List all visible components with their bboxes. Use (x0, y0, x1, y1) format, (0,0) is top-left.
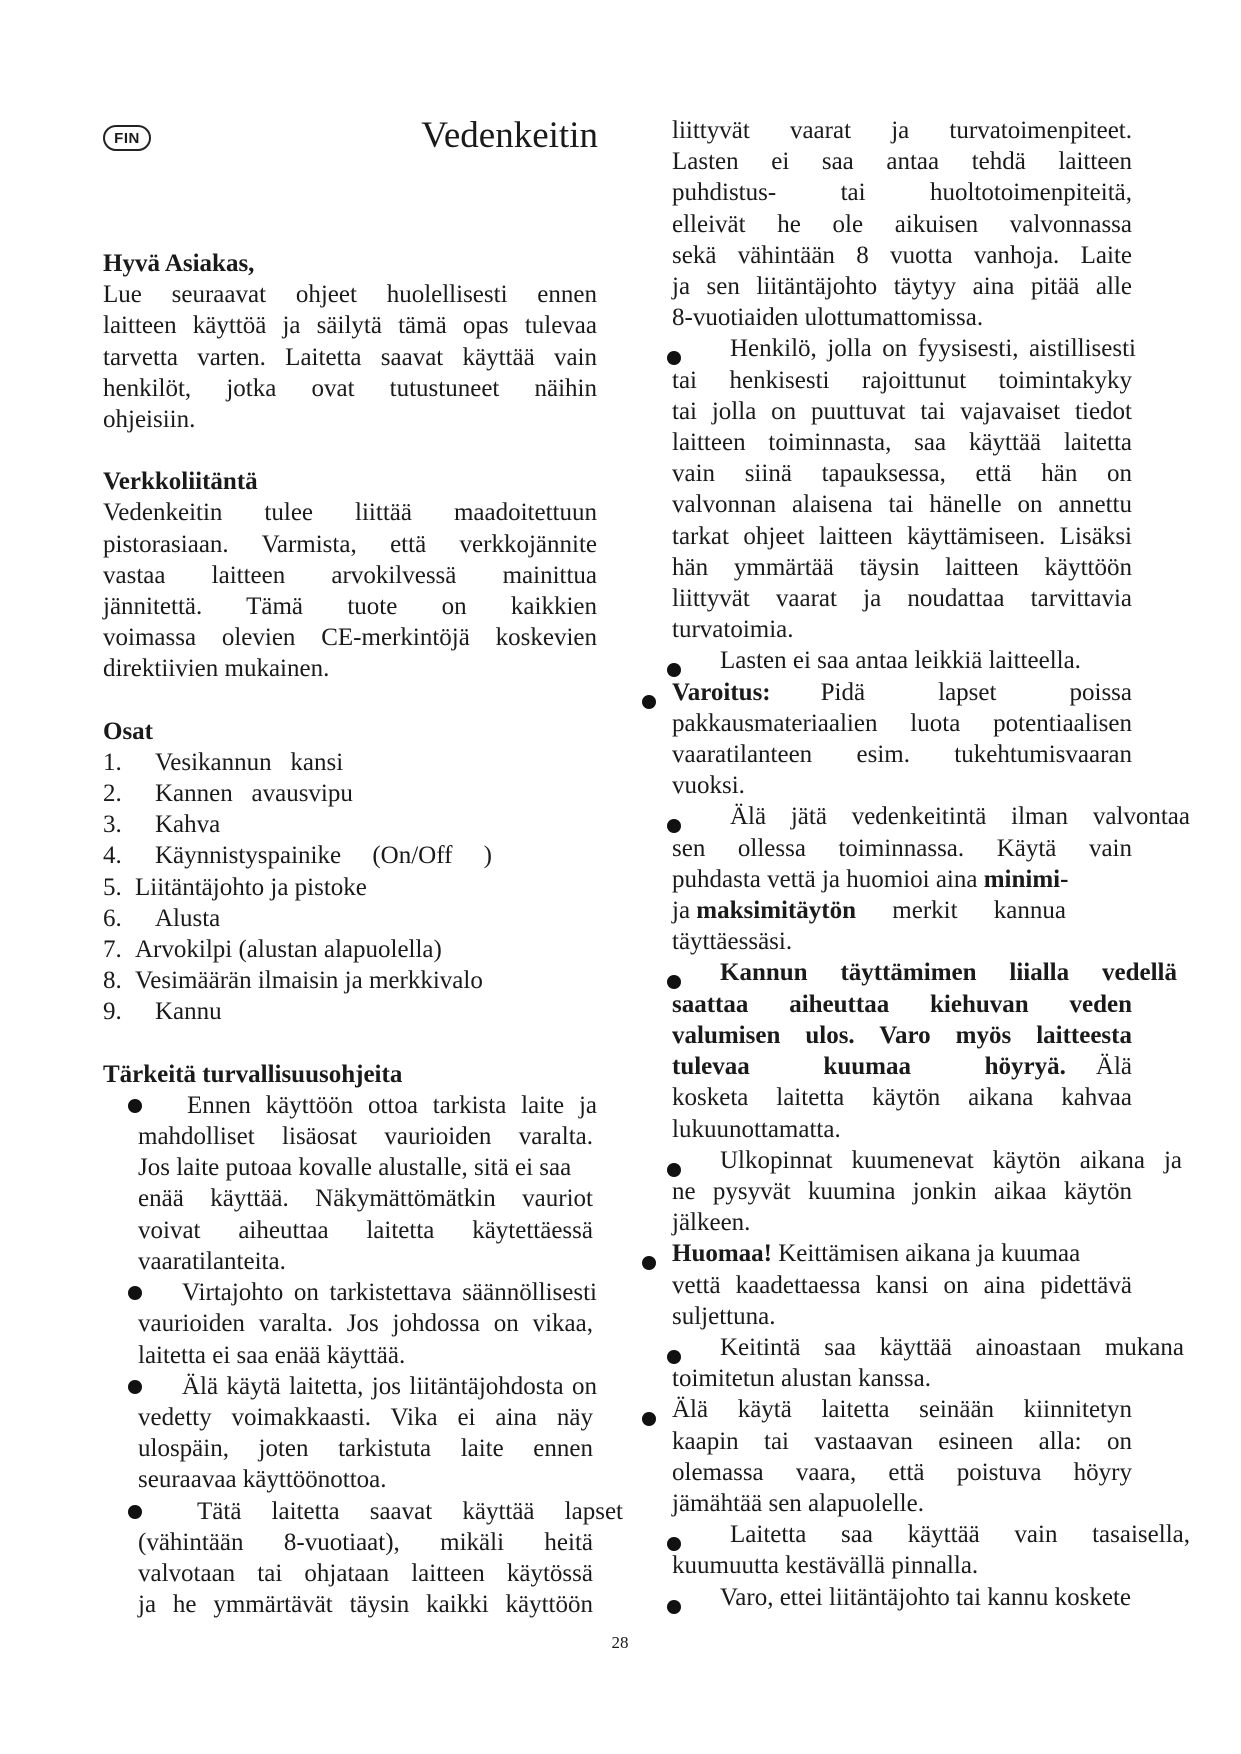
safety-line (672, 1238, 1194, 1269)
page-title: Vedenkeitin (421, 115, 598, 156)
power-line: direktiivien mukainen. (103, 655, 330, 683)
power-heading: Verkkoliitäntä (103, 468, 258, 496)
safety-line: tai jolla on puuttuvat tai vajavaiset tiedot (672, 397, 1132, 425)
parts-label: Kannen avausvipu (155, 780, 353, 808)
parts-label: Käynnistyspainike (On/Off ) (155, 842, 492, 870)
safety-text: Älä (1095, 1053, 1132, 1081)
safety-line: Jos laite putoaa kovalle alustalle, sitä ei saa (138, 1154, 572, 1182)
safety-line: vettä kaadettaessa kansi on aina pidettävä (672, 1271, 1132, 1299)
safety-item (672, 1394, 1194, 1519)
safety-item (672, 1145, 1194, 1239)
parts-num: 8. (103, 967, 122, 995)
language-badge: FIN (103, 125, 151, 151)
parts-label: Liitäntäjohto ja pistoke (135, 873, 367, 901)
parts-num: 4. (103, 842, 122, 870)
safety-line: olemassa vaara, että poistuva höyry (672, 1458, 1132, 1486)
safety-line: Laitetta saa käyttää vain tasaisella, (730, 1521, 1190, 1549)
safety-item (103, 1496, 623, 1621)
safety-line: vaaratilanteen esim. tukehtumisvaaran (672, 741, 1132, 769)
safety-item (672, 1519, 1194, 1581)
safety-line: valumisen ulos. Varo myös laitteesta (672, 1021, 1132, 1049)
safety-line: suljettuna. (672, 1302, 776, 1330)
safety-line: voivat aiheuttaa laitetta käytettäessä (138, 1216, 593, 1244)
parts-num: 7. (103, 936, 122, 964)
safety-heading: Tärkeitä turvallisuusohjeita (103, 1060, 403, 1088)
safety-line: vuoksi. (672, 772, 745, 800)
safety-line: täyttäessäsi. (672, 928, 793, 956)
safety-line: jälkeen. (672, 1209, 751, 1237)
parts-num: 3. (103, 811, 122, 839)
safety-item (672, 645, 1194, 676)
safety-line: Henkilö, jolla on fyysisesti, aistillisesti (730, 335, 1136, 363)
safety-line: Ulkopinnat kuumenevat käytön aikana ja (720, 1146, 1182, 1174)
parts-num: 5. (103, 873, 122, 901)
safety-line: kaapin tai vastaavan esineen alla: on (672, 1427, 1132, 1455)
intro-line: laitteen käyttöä ja säilytä tämä opas tulevaa (103, 312, 597, 340)
safety-line: ulospäin, joten tarkistuta laite ennen (138, 1435, 593, 1463)
safety-line: Virtajohto on tarkistettava säännöllisesti (182, 1279, 597, 1307)
safety-line: mahdolliset lisäosat vaurioiden varalta. (138, 1123, 593, 1151)
safety-line (672, 864, 1194, 895)
safety-line: Kannun täyttämimen liialla vedellä (720, 959, 1177, 987)
safety-line: tai henkisesti rajoittunut toimintakyky (672, 366, 1132, 394)
intro-line: tarvetta varten. Laitetta saavat käyttää vain (103, 343, 597, 371)
bullet-icon (642, 1256, 656, 1270)
left-column (103, 248, 623, 1620)
safety-line: ja he ymmärtävät täysin kaikki käyttöön (138, 1591, 593, 1619)
safety-item (672, 957, 1194, 1144)
parts-num: 1. (103, 748, 122, 776)
safety-item (103, 1277, 597, 1371)
bullet-icon (128, 1380, 142, 1394)
safety-line: Varo, ettei liitäntäjohto tai kannu koskete (720, 1583, 1131, 1611)
page-number: 28 (611, 1633, 629, 1652)
bullet-icon (667, 1350, 681, 1364)
warning-label: Varoitus: (672, 678, 771, 706)
safety-line (672, 895, 1194, 926)
safety-line: Ennen käyttöön ottoa tarkista laite ja (187, 1091, 597, 1119)
safety-line: vedetty voimakkaasti. Vika ei aina näy (138, 1403, 593, 1431)
safety-line (672, 1051, 1132, 1082)
safety-line: Keitintä saa käyttää ainoastaan mukana (720, 1333, 1184, 1361)
bold-text: minimi- (983, 865, 1069, 893)
safety-line: (vähintään 8-vuotiaat), mikäli heitä (138, 1528, 593, 1556)
safety-line: laitetta ei saa enää käyttää. (138, 1341, 406, 1369)
safety-text: Keittämisen aikana ja kuumaa (772, 1240, 1081, 1268)
safety-item (672, 333, 1194, 645)
safety-line: vaurioiden varalta. Jos johdossa on vikaa, (138, 1310, 593, 1338)
safety-line: seuraavaa käyttöönottoa. (138, 1466, 387, 1494)
safety-item (672, 1238, 1194, 1332)
bullet-icon (642, 1412, 656, 1426)
safety-line: Älä käytä laitetta seinään kiinnitetyn (672, 1396, 1132, 1424)
right-column (672, 115, 1194, 1613)
parts-list (103, 747, 597, 1028)
safety-line: elleivät he ole aikuisen valvonnassa (672, 210, 1132, 238)
parts-label: Arvokilpi (alustan alapuolella) (135, 936, 442, 964)
safety-line: hän ymmärtää täysin laitteen käyttöön (672, 553, 1132, 581)
safety-line: saattaa aiheuttaa kiehuvan veden (672, 990, 1132, 1018)
safety-line: vaaratilanteita. (138, 1247, 286, 1275)
safety-text: ja (672, 897, 697, 925)
safety-line: valvonnan alaisena tai hänelle on annettu (672, 491, 1132, 519)
safety-line: turvatoimia. (672, 616, 794, 644)
safety-line: ne pysyvät kuumina jonkin aikaa käytön (672, 1177, 1132, 1205)
parts-num: 6. (103, 904, 122, 932)
parts-heading: Osat (103, 717, 153, 745)
safety-line: Lasten ei saa antaa tehdä laitteen (672, 148, 1132, 176)
power-line: jännitettä. Tämä tuote on kaikkien (103, 593, 597, 621)
safety-item (672, 801, 1194, 957)
safety-text: puhdasta vettä ja huomioi aina (672, 865, 984, 893)
bullet-icon (128, 1099, 142, 1113)
safety-line: kuumuutta kestävällä pinnalla. (672, 1552, 979, 1580)
safety-line: lukuunottamatta. (672, 1115, 841, 1143)
safety-line: Älä jätä vedenkeitintä ilman valvontaa (730, 803, 1190, 831)
intro-line: henkilöt, jotka ovat tutustuneet näihin (103, 374, 597, 402)
bullet-icon (128, 1286, 142, 1300)
parts-label: Vesimäärän ilmaisin ja merkkivalo (135, 967, 483, 995)
safety-line: liittyvät vaarat ja noudattaa tarvittavia (672, 585, 1132, 613)
parts-label: Kahva (155, 811, 221, 839)
power-line: Vedenkeitin tulee liittää maadoitettuun (103, 499, 597, 527)
safety-item (672, 1582, 1194, 1613)
note-label: Huomaa! (672, 1240, 772, 1268)
intro-line: ohjeisiin. (103, 406, 196, 434)
safety-line: Pidä lapset poissa (820, 678, 1132, 706)
safety-item (672, 1332, 1194, 1394)
safety-line: sekä vähintään 8 vuotta vanhoja. Laite (672, 241, 1132, 269)
bullet-icon (667, 1163, 681, 1177)
bullet-icon (128, 1505, 142, 1519)
safety-line: vain siinä tapauksessa, että hän on (672, 460, 1132, 488)
safety-item (672, 677, 1194, 802)
bullet-icon (667, 1600, 681, 1614)
intro-heading: Hyvä Asiakas, (103, 250, 255, 277)
safety-line: puhdistus- tai huoltotoimenpiteitä, (672, 179, 1132, 207)
safety-line: sen ollessa toiminnassa. Käytä vain (672, 834, 1132, 862)
parts-label: Kannu (155, 998, 222, 1026)
parts-num: 2. (103, 780, 122, 808)
safety-item (103, 1371, 597, 1496)
safety-line: jämähtää sen alapuolelle. (672, 1489, 924, 1517)
safety-line: kosketa laitetta käytön aikana kahvaa (672, 1084, 1132, 1112)
safety-line: Tätä laitetta saavat käyttää lapset (197, 1497, 623, 1525)
safety-line: ja sen liitäntäjohto täytyy aina pitää alle (672, 273, 1132, 301)
safety-line: Lasten ei saa antaa leikkiä laitteella. (720, 647, 1081, 675)
safety-line: 8-vuotiaiden ulottumattomissa. (672, 304, 984, 332)
safety-line: liittyvät vaarat ja turvatoimenpiteet. (672, 117, 1132, 144)
parts-num: 9. (103, 998, 122, 1026)
safety-continuation (672, 115, 1132, 333)
parts-label: Vesikannun kansi (155, 748, 344, 776)
safety-line: laitteen toiminnasta, saa käyttää laitetta (672, 429, 1132, 457)
bullet-icon (642, 695, 656, 709)
safety-item (103, 1090, 597, 1277)
safety-line: tarkat ohjeet laitteen käyttämiseen. Lisäksi (672, 522, 1132, 550)
bold-text: maksimitäytön (696, 897, 857, 925)
safety-line: pakkausmateriaalien luota potentiaalisen (672, 709, 1132, 737)
power-line: pistorasiaan. Varmista, että verkkojännite (103, 530, 597, 558)
parts-label: Alusta (155, 904, 221, 932)
safety-line: toimitetun alustan kanssa. (672, 1365, 931, 1393)
safety-line: enää käyttää. Näkymättömätkin vauriot (138, 1185, 593, 1213)
safety-text: merkit kannua (856, 897, 1066, 925)
safety-line: Älä käytä laitetta, jos liitäntäjohdosta on (182, 1372, 597, 1400)
safety-line: valvotaan tai ohjataan laitteen käytössä (138, 1559, 593, 1587)
power-line: vastaa laitteen arvokilvessä mainittua (103, 561, 597, 589)
bold-text: tulevaa kuumaa höyryä. (672, 1053, 1066, 1081)
power-line: voimassa olevien CE-merkintöjä koskevien (103, 624, 597, 652)
intro-line: Lue seuraavat ohjeet huolellisesti ennen (103, 281, 597, 309)
